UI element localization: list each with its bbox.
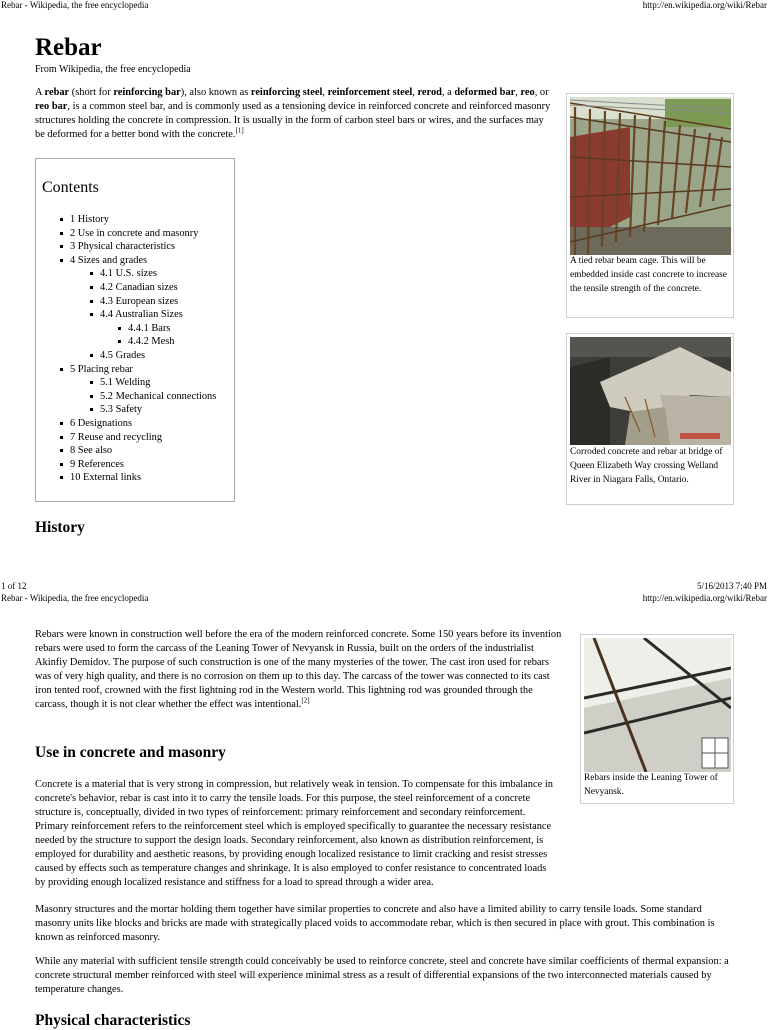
toc-item[interactable]: 4.1 U.S. sizes <box>90 267 235 281</box>
toc-item[interactable]: 4.2 Canadian sizes <box>90 281 235 295</box>
page-tagline: From Wikipedia, the free encyclopedia <box>35 64 191 75</box>
page-header-url: http://en.wikipedia.org/wiki/Rebar <box>642 0 767 10</box>
intro-paragraph: A rebar (short for reinforcing bar), also known as reinforcing steel, reinforcement steel, rerod, a deformed bar, reo, or reo bar, is a common steel bar, and is commonly used as a tensioning device in reinforced concrete and reinforced masonry structures holding the concrete in compression. It is usually in the form of carbon steel bars or wires, and the surfaces may be deformed for a better bond with the concrete.[1] <box>35 87 551 140</box>
toc-item[interactable]: 5 Placing rebar <box>60 363 235 377</box>
nevyansk-tower-image[interactable] <box>584 638 731 772</box>
toc-item[interactable]: 9 References <box>60 458 235 472</box>
toc-title: Contents <box>42 179 99 196</box>
figure-rebar-cage <box>566 93 734 318</box>
toc-item[interactable]: 4 Sizes and grades <box>60 254 235 268</box>
figure-caption: A tied rebar beam cage. This will be embedded inside cast concrete to increase the tensile strength of the concrete. <box>570 256 727 294</box>
toc-item[interactable]: 4.4.2 Mesh <box>118 335 235 349</box>
figure-caption: Corroded concrete and rebar at bridge of Queen Elizabeth Way crossing Welland River in Niagara Falls, Ontario. <box>570 447 723 485</box>
rebar-cage-image[interactable] <box>570 97 731 255</box>
page-header-url: http://en.wikipedia.org/wiki/Rebar <box>642 593 767 603</box>
page-header-title: Rebar - Wikipedia, the free encyclopedia <box>1 0 149 10</box>
toc-item[interactable]: 4.3 European sizes <box>90 295 235 309</box>
section-heading-history: History <box>35 519 85 536</box>
citation-link[interactable]: [1] <box>235 126 244 135</box>
print-timestamp: 5/16/2013 7:40 PM <box>696 581 767 591</box>
toc-item[interactable]: 4.4 Australian Sizes <box>90 308 235 322</box>
toc-item[interactable]: 4.4.1 Bars <box>118 322 235 336</box>
toc-item[interactable]: 2 Use in concrete and masonry <box>60 227 235 241</box>
page-title: Rebar <box>35 34 102 61</box>
toc-item[interactable]: 1 History <box>60 213 235 227</box>
toc-item[interactable]: 10 External links <box>60 471 235 485</box>
toc-item[interactable]: 3 Physical characteristics <box>60 240 235 254</box>
toc-item[interactable]: 7 Reuse and recycling <box>60 431 235 445</box>
figure-nevyansk-tower <box>580 634 734 804</box>
figure-caption: Rebars inside the Leaning Tower of Nevyansk. <box>584 773 718 797</box>
toc-item[interactable]: 5.3 Safety <box>90 403 235 417</box>
toc-item[interactable]: 5.1 Welding <box>90 376 235 390</box>
figure-corroded-concrete <box>566 333 734 505</box>
history-paragraph: Rebars were known in construction well before the era of the modern reinforced concrete. Some 150 years before its invention rebars were used to form the carcass of the Leaning Tower of Nevyansk in Russia, built on the orders of the industrialist Akinfiy Demidov. The purpose of such construction is one of the many mysteries of the tower. The cast iron used for rebars was of very high quality, and there is no corrosion on them up to this day. The carcass of the tower was connected to its cast iron tented roof, crowned with the first lightning rod in the Western world. This lightning rod was grounded through the carcass, though it is not clear whether the effect was intentional.[2] <box>35 629 562 710</box>
page-number: 1 of 12 <box>1 581 27 591</box>
table-of-contents <box>35 158 235 502</box>
toc-item[interactable]: 6 Designations <box>60 417 235 431</box>
toc-item[interactable]: 4.5 Grades <box>90 349 235 363</box>
toc-item[interactable]: 5.2 Mechanical connections <box>90 390 235 404</box>
section-heading-use: Use in concrete and masonry <box>35 744 226 761</box>
toc-list <box>60 213 235 485</box>
page-header-title: Rebar - Wikipedia, the free encyclopedia <box>1 593 149 603</box>
corroded-concrete-image[interactable] <box>570 337 731 445</box>
use-paragraph-3: While any material with sufficient tensile strength could conceivably be used to reinforce concrete, steel and concrete have similar coefficients of thermal expansion: a concrete structural member reinforced with steel will experience minimal stress as a result of differential expansions of the two interconnected materials caused by temperature changes. <box>35 956 729 995</box>
toc-item[interactable]: 8 See also <box>60 444 235 458</box>
citation-link[interactable]: [2] <box>301 696 310 705</box>
use-paragraph-1: Concrete is a material that is very strong in compression, but relatively weak in tension. To compensate for this imbalance in concrete's behavior, rebar is cast into it to carry the tensile loads. For this purpose, the steel reinforcement of a concrete structure is, conceptually, divided in two types of reinforcement: primary reinforcement and secondary reinforcement. Primary reinforcement refers to the reinforcement steel which is employed specifically to guarantee the necessary resistance needed by the structure to support the design loads. Secondary reinforcement, also known as distribution reinforcement, is employed for durability and aesthetic reasons, by providing enough localized resistance to limit cracking and resist stresses caused by effects such as temperature changes and shrinkage. It is also employed to confer resistance to concentrated loads by providing enough localized resistance and stiffness for a load to spread through a wider area. <box>35 779 553 888</box>
section-heading-physical: Physical characteristics <box>35 1012 191 1029</box>
use-paragraph-2: Masonry structures and the mortar holding them together have similar properties to concrete and also have a limited ability to carry tensile loads. Some standard masonry units like blocks and bricks are made with strategically placed voids to accommodate rebar, which is then secured in place with grout. This combination is known as reinforced masonry. <box>35 904 715 943</box>
